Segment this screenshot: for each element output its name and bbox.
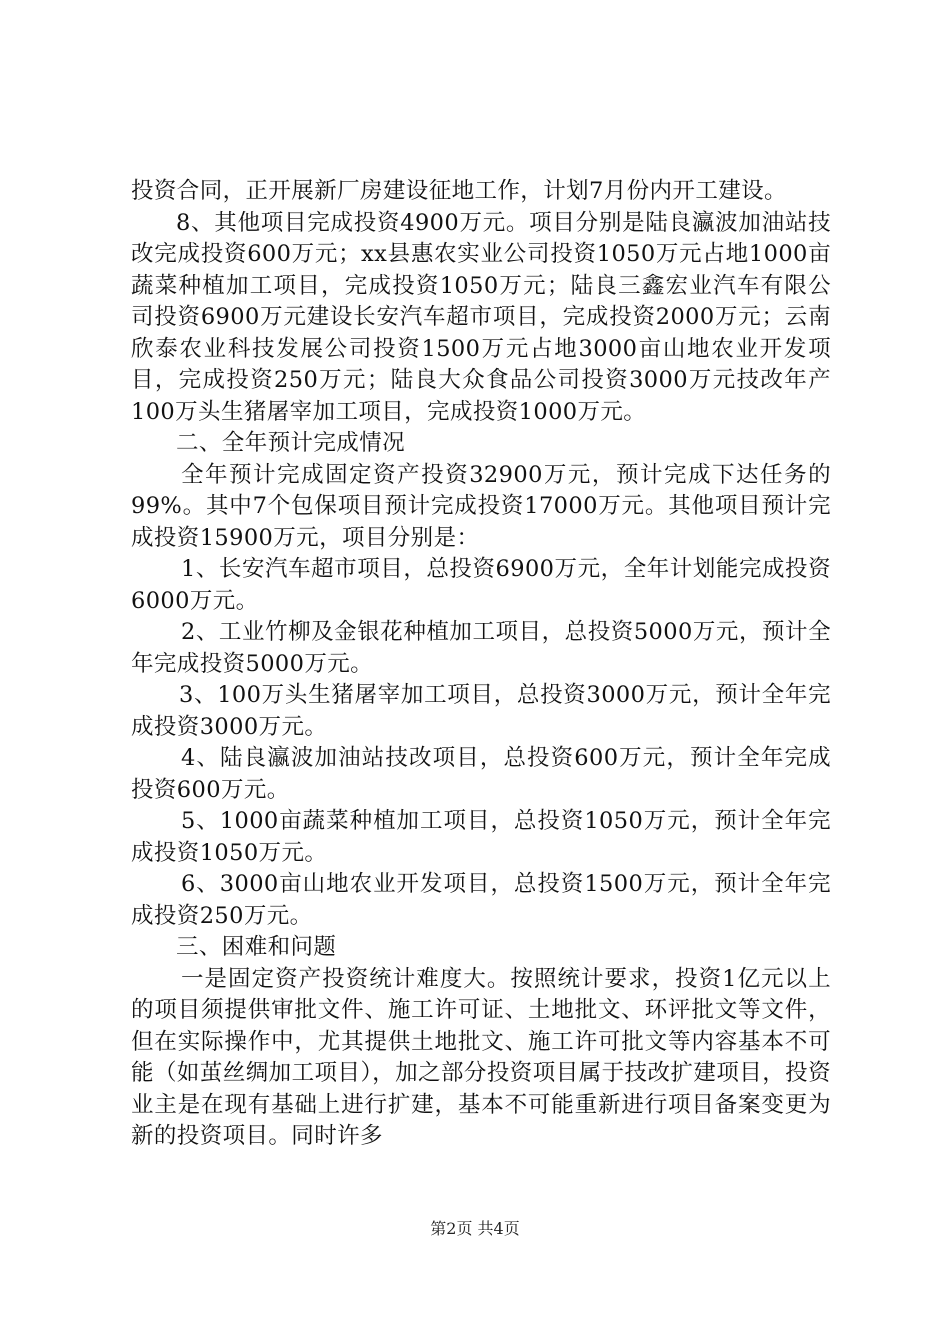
list-item-3: 3、100万头生猪屠宰加工项目，总投资3000万元，预计全年完成投资3000万元。 (131, 682, 831, 740)
section-heading-difficulties: 三、困难和问题 (176, 934, 337, 960)
paragraph-difficulties: 一是固定资产投资统计难度大。按照统计要求，投资1亿元以上的项目须提供审批文件、施工许可证、土地批文、环评批文等文件，但在实际操作中，尤其提供土地批文、施工许可批文等内容基本不可能（如茧丝绸加工项目），加之部分投资项目属于技改扩建项目，投资业主是在现有基础上进行扩建，基本不可能重新进行项目备案变更为新的投资项目。同时许多 (131, 965, 831, 1149)
list-item-4: 4、陆良瀛波加油站技改项目，总投资600万元，预计全年完成投资600万元。 (131, 745, 831, 803)
page-number-footer: 第2页 共4页 (430, 1219, 520, 1238)
list-item-1: 1、长安汽车超市项目，总投资6900万元，全年计划能完成投资6000万元。 (131, 556, 831, 614)
list-item-5: 5、1000亩蔬菜种植加工项目，总投资1050万元，预计全年完成投资1050万元。 (131, 808, 831, 866)
paragraph-other-projects: 8、其他项目完成投资4900万元。项目分别是陆良瀛波加油站技改完成投资600万元；xx县惠农实业公司投资1050万元占地1000亩蔬菜种植加工项目，完成投资1050万元；陆良三鑫宏业汽车有限公司投资6900万元建设长安汽车超市项目，完成投资2000万元；云南欣泰农业科技发展公司投资1500万元占地3000亩山地农业开发项目，完成投资250万元；陆良大众食品公司投资3000万元技改年产100万头生猪屠宰加工项目，完成投资1000万元。 (131, 209, 831, 425)
paragraph-annual-forecast: 全年预计完成固定资产投资32900万元，预计完成下达任务的99%。其中7个包保项目预计完成投资17000万元。其他项目预计完成投资15900万元，项目分别是： (131, 461, 831, 551)
document-body (131, 176, 831, 1153)
list-item-2: 2、工业竹柳及金银花种植加工项目，总投资5000万元，预计全年完成投资5000万元。 (131, 619, 831, 677)
list-item-6: 6、3000亩山地农业开发项目，总投资1500万元，预计全年完成投资250万元。 (131, 871, 831, 929)
section-heading-annual-forecast: 二、全年预计完成情况 (176, 430, 406, 456)
paragraph-continuation: 投资合同，正开展新厂房建设征地工作，计划7月份内开工建设。 (131, 178, 787, 204)
